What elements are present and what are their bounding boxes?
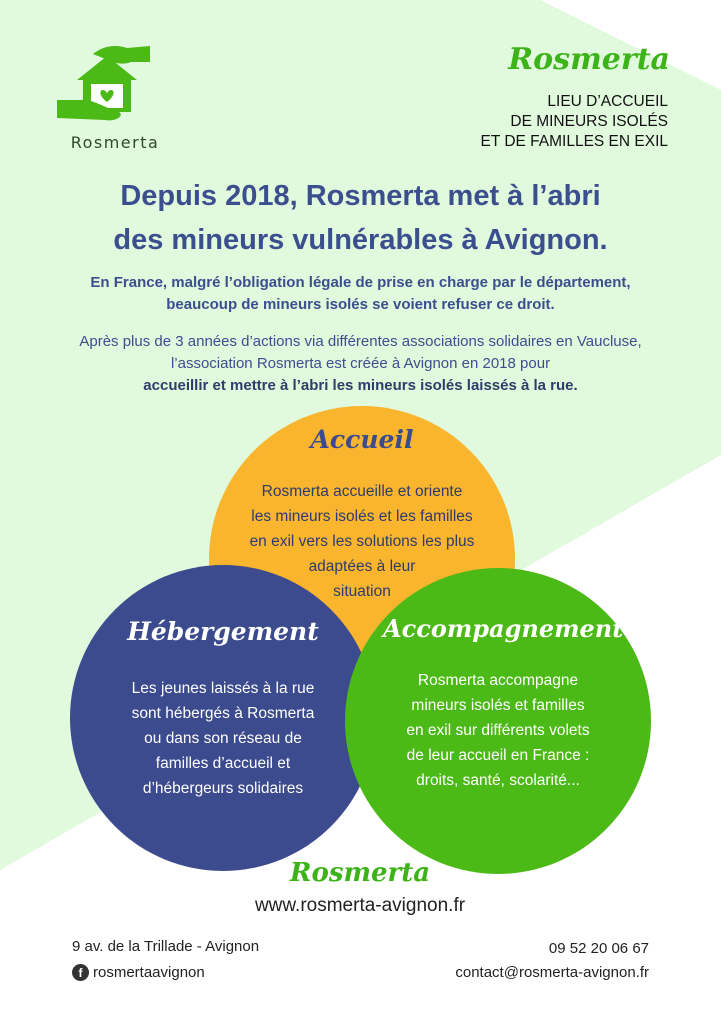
accompagnement-line: de leur accueil en France : xyxy=(406,747,590,764)
accompagnement-title: Accompagnement xyxy=(383,614,624,643)
hebergement-line: ou dans son réseau de xyxy=(144,730,302,747)
headline-line: des mineurs vulnérables à Avignon. xyxy=(113,224,608,256)
hebergement-line: d’hébergeurs solidaires xyxy=(142,780,304,797)
tagline-line: DE MINEURS ISOLÉS xyxy=(510,113,668,130)
intro-line: En France, malgré l’obligation légale de prise en charge par le département, xyxy=(90,274,631,291)
history-paragraph xyxy=(20,331,701,397)
history-line: Après plus de 3 années d’actions via différentes associations solidaires en Vaucluse, xyxy=(79,333,642,350)
accueil-line: Rosmerta accueille et oriente xyxy=(261,483,463,500)
hebergement-title: Hébergement xyxy=(127,617,319,646)
tagline xyxy=(480,92,668,152)
hebergement-text xyxy=(90,676,356,801)
address: 9 av. de la Trillade - Avignon xyxy=(72,938,260,955)
tagline-line: ET DE FAMILLES EN EXIL xyxy=(480,133,668,150)
website-link[interactable]: www.rosmerta-avignon.fr xyxy=(254,895,466,916)
intro-line: beaucoup de mineurs isolés se voient refuser ce droit. xyxy=(166,296,555,313)
hebergement-line: sont hébergés à Rosmerta xyxy=(131,705,315,722)
house-hands-icon xyxy=(55,40,160,130)
history-line: l’association Rosmerta est créée à Avignon en 2018 pour xyxy=(170,355,551,372)
email-link[interactable]: contact@rosmerta-avignon.fr xyxy=(455,964,649,981)
accueil-line: adaptées à leur xyxy=(308,558,416,575)
facebook-handle: rosmertaavignon xyxy=(93,964,205,981)
accompagnement-line: en exil sur différents volets xyxy=(406,722,590,739)
accueil-text xyxy=(212,479,512,604)
accompagnement-line: mineurs isolés et familles xyxy=(411,697,585,714)
phone-number: 09 52 20 06 67 xyxy=(548,940,649,957)
headline-line: Depuis 2018, Rosmerta met à l’abri xyxy=(120,180,601,212)
tagline-line: LIEU D’ACCUEIL xyxy=(547,93,668,110)
accompagnement-line: droits, santé, scolarité... xyxy=(416,772,580,789)
facebook-link[interactable] xyxy=(72,964,205,981)
hebergement-line: familles d’accueil et xyxy=(155,755,291,772)
accueil-title: Accueil xyxy=(310,425,414,454)
accueil-line: en exil vers les solutions les plus xyxy=(249,533,475,550)
logo-name: Rosmerta xyxy=(70,133,160,152)
accueil-line: les mineurs isolés et les familles xyxy=(251,508,473,525)
footer-brand: Rosmerta xyxy=(289,858,431,888)
accompagnement-text xyxy=(365,668,631,793)
header-brand: Rosmerta xyxy=(508,42,670,77)
headline xyxy=(20,174,701,262)
facebook-icon: f xyxy=(72,964,89,981)
accompagnement-line: Rosmerta accompagne xyxy=(417,672,579,689)
history-line-emphasis: accueillir et mettre à l’abri les mineurs isolés laissés à la rue. xyxy=(143,377,578,394)
intro-paragraph xyxy=(20,272,701,316)
hebergement-line: Les jeunes laissés à la rue xyxy=(131,680,315,697)
accueil-line: situation xyxy=(333,583,391,600)
